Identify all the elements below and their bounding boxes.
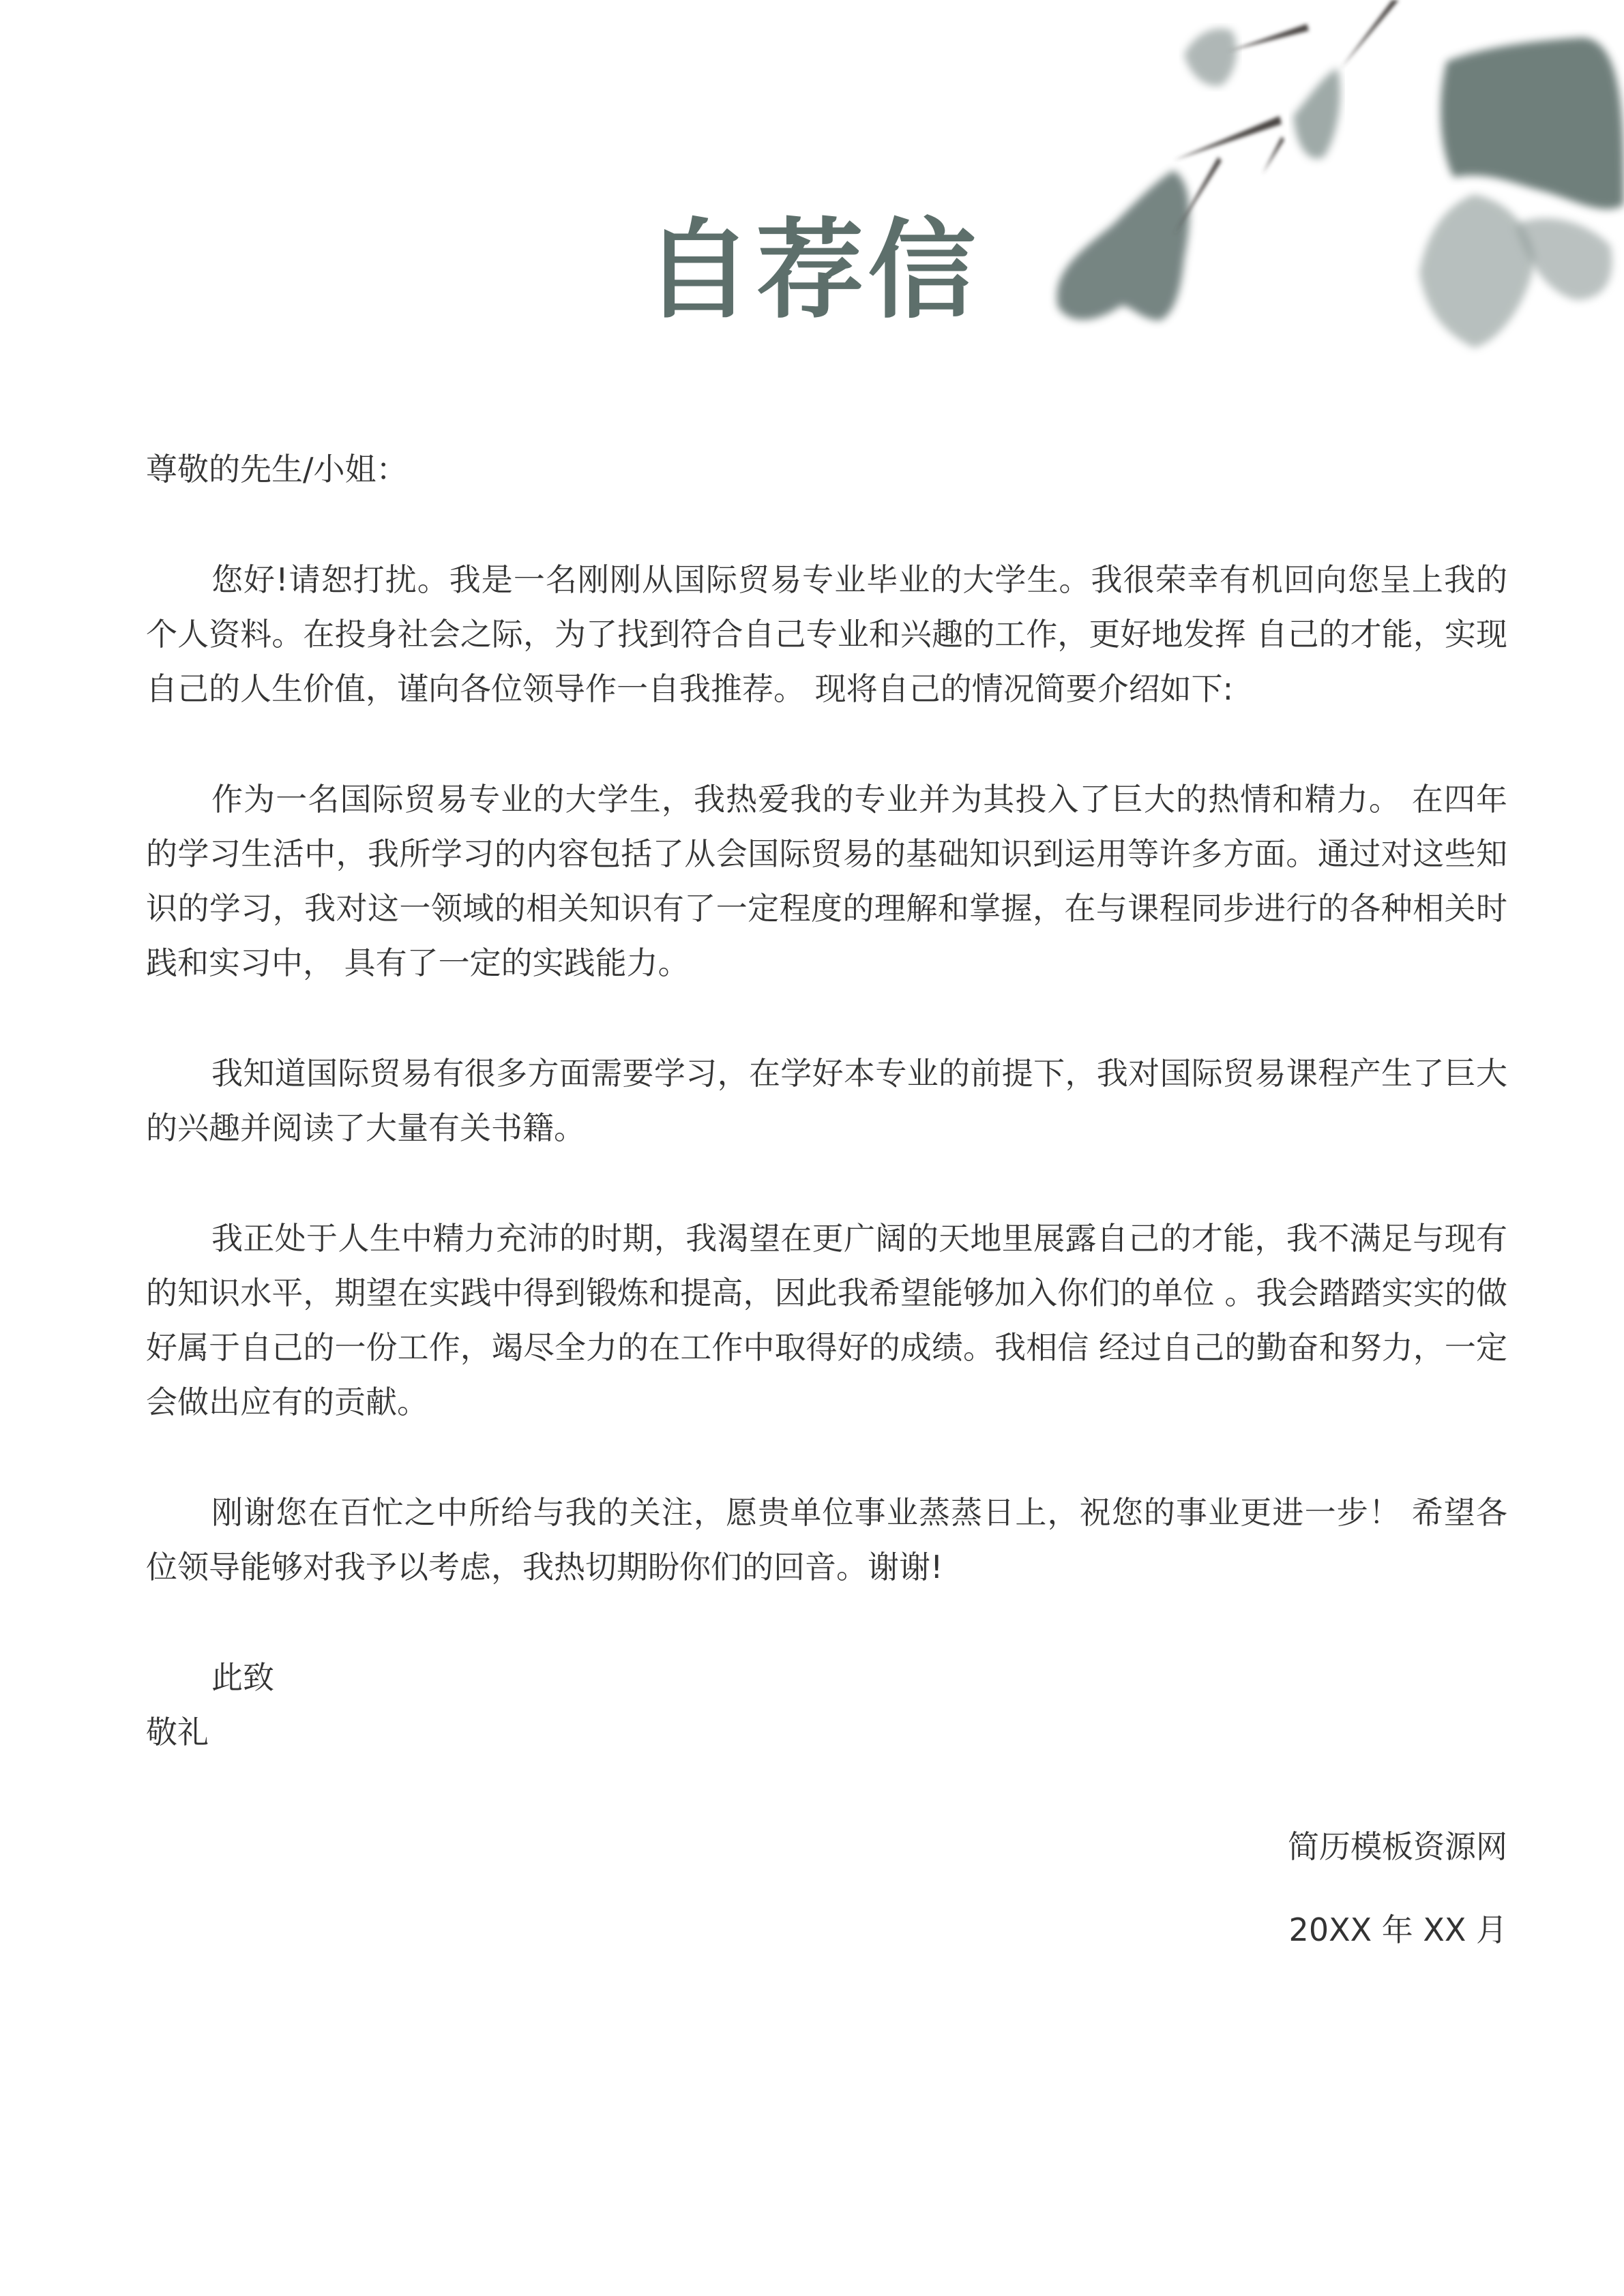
paragraph-4: 我正处于人生中精力充沛的时期，我渴望在更广阔的天地里展露自己的才能，我不满足与现有的知识水平，期望在实践中得到锻炼和提高，因此我希望能够加入你们的单位 。我会踏踏实实的做好属于自己的一份工作，竭尽全力的在工作中取得好的成绩。我相信 经过自己的勤奋和努力，一定会做出应有的贡献。	[146, 1220, 1507, 1420]
paragraph-5: 刚谢您在百忙之中所给与我的关注，愿贵单位事业蒸蒸日上，祝您的事业更进一步！ 希望各位领导能够对我予以考虑，我热切期盼你们的回音。谢谢!	[146, 1494, 1507, 1585]
signature: 简历模板资源网	[1288, 1828, 1507, 1865]
paragraph-3: 我知道国际贸易有很多方面需要学习，在学好本专业的前提下，我对国际贸易课程产生了巨大的兴趣并阅读了大量有关书籍。	[146, 1055, 1507, 1146]
date: 20XX 年 XX 月	[1288, 1911, 1507, 1948]
closing-line-1: 此致	[211, 1659, 274, 1696]
paragraph-2: 作为一名国际贸易专业的大学生，我热爱我的专业并为其投入了巨大的热情和精力。 在四年的学习生活中，我所学习的内容包括了从会国际贸易的基础知识到运用等许多方面。通过对这些知识的学习，我对这一领域的相关知识有了一定程度的理解和掌握，在与课程同步进行的各种相关时践和实习中， 具有了一定的实践能力。	[146, 781, 1507, 981]
letter-body	[146, 442, 1507, 1957]
page-title: 自荐信	[644, 208, 980, 333]
salutation: 尊敬的先生/小姐：	[146, 451, 408, 488]
closing-line-2: 敬礼	[146, 1714, 209, 1750]
paragraph-1: 您好!请恕打扰。我是一名刚刚从国际贸易专业毕业的大学生。我很荣幸有机回向您呈上我的个人资料。在投身社会之际，为了找到符合自己专业和兴趣的工作，更好地发挥 自己的才能，实现自己的人生价值，谨向各位领导作一自我推荐。 现将自己的情况简要介绍如下:	[146, 561, 1507, 707]
